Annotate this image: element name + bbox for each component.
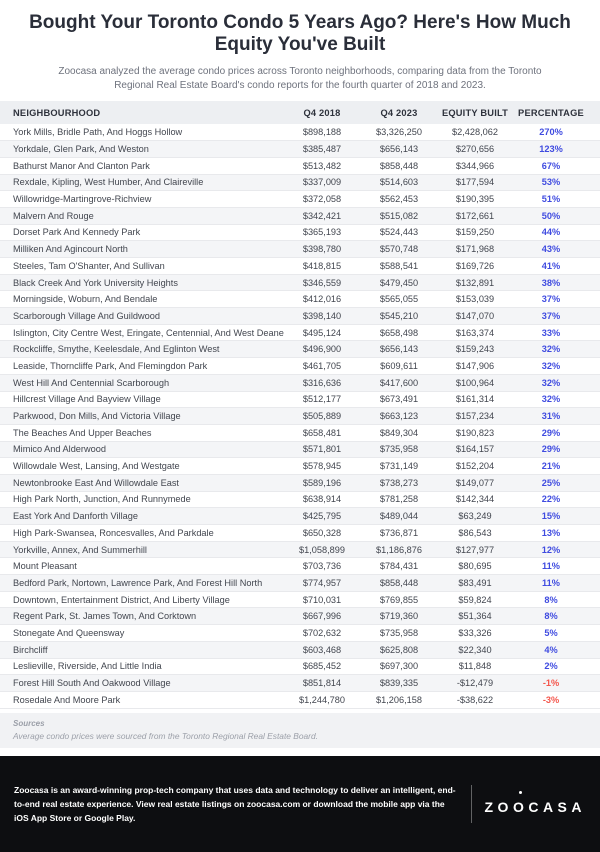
cell-q4-2023: $588,541: [379, 260, 419, 271]
cell-neighbourhood: Stonegate And Queensway: [13, 627, 125, 638]
cell-q4-2018: $372,058: [302, 194, 342, 205]
cell-percentage: 8%: [544, 594, 558, 605]
cell-q4-2018: $658,481: [302, 427, 342, 438]
cell-q4-2023: $658,498: [379, 327, 419, 338]
cell-neighbourhood: Willowridge-Martingrove-Richview: [13, 194, 152, 205]
cell-q4-2018: $418,815: [302, 260, 342, 271]
cell-neighbourhood: Forest Hill South And Oakwood Village: [13, 678, 171, 689]
table-row: [0, 291, 600, 308]
cell-neighbourhood: Steeles, Tam O'Shanter, And Sullivan: [13, 260, 165, 271]
cell-q4-2023: $769,855: [379, 594, 419, 605]
sources-label: Sources: [13, 718, 45, 728]
cell-neighbourhood: Rockcliffe, Smythe, Keelesdale, And Eglinton West: [13, 344, 220, 355]
cell-q4-2023: $656,143: [379, 344, 419, 355]
cell-q4-2018: $461,705: [302, 360, 342, 371]
cell-neighbourhood: Dorset Park And Kennedy Park: [13, 227, 141, 238]
cell-neighbourhood: West Hill And Centennial Scarborough: [13, 377, 170, 388]
cell-percentage: 29%: [541, 427, 561, 438]
cell-q4-2018: $365,193: [302, 227, 342, 238]
table-row: [0, 525, 600, 542]
cell-q4-2023: $562,453: [379, 194, 419, 205]
cell-q4-2023: $858,448: [379, 577, 419, 588]
cell-q4-2018: $496,900: [302, 344, 342, 355]
cell-q4-2023: $697,300: [379, 661, 419, 672]
table-row: [0, 541, 600, 558]
cell-q4-2018: $702,632: [302, 627, 342, 638]
cell-equity-built: $159,250: [455, 227, 495, 238]
cell-neighbourhood: York Mills, Bridle Path, And Hoggs Hollow: [13, 127, 183, 138]
cell-neighbourhood: Downtown, Entertainment District, And Liberty Village: [13, 594, 230, 605]
table-row: [0, 491, 600, 508]
cell-percentage: 51%: [541, 194, 561, 205]
cell-equity-built: $159,243: [455, 344, 495, 355]
cell-neighbourhood: Rexdale, Kipling, West Humber, And Claireville: [13, 177, 204, 188]
cell-q4-2023: $565,055: [379, 294, 419, 305]
cell-percentage: 4%: [544, 644, 558, 655]
cell-q4-2023: $781,258: [379, 494, 419, 505]
sources-section: [0, 713, 600, 748]
cell-neighbourhood: East York And Danforth Village: [13, 511, 138, 522]
cell-equity-built: $83,491: [458, 577, 492, 588]
cell-q4-2023: $545,210: [379, 310, 419, 321]
cell-q4-2023: $515,082: [379, 210, 419, 221]
cell-neighbourhood: The Beaches And Upper Beaches: [13, 427, 152, 438]
cell-neighbourhood: Milliken And Agincourt North: [13, 244, 128, 255]
cell-percentage: 44%: [541, 227, 561, 238]
cell-q4-2023: $731,149: [379, 461, 419, 472]
cell-percentage: 12%: [541, 544, 561, 555]
table-row: [0, 424, 600, 441]
cell-equity-built: $270,656: [455, 144, 495, 155]
cell-equity-built: $51,364: [458, 611, 492, 622]
cell-neighbourhood: Black Creek And York University Heights: [13, 277, 178, 288]
cell-neighbourhood: Regent Park, St. James Town, And Corktown: [13, 611, 197, 622]
cell-q4-2018: $571,801: [302, 444, 342, 455]
table-row: [0, 408, 600, 425]
cell-q4-2018: $851,814: [302, 678, 342, 689]
cell-q4-2018: $774,957: [302, 577, 342, 588]
cell-equity-built: -$38,622: [456, 694, 494, 705]
cell-equity-built: $172,661: [455, 210, 495, 221]
cell-percentage: 15%: [541, 511, 561, 522]
cell-q4-2023: $514,603: [379, 177, 419, 188]
cell-q4-2023: $719,360: [379, 611, 419, 622]
table-row: [0, 241, 600, 258]
cell-q4-2023: $784,431: [379, 561, 419, 572]
cell-q4-2018: $603,468: [302, 644, 342, 655]
column-header-q4-2023: Q4 2023: [364, 101, 434, 124]
table-row: [0, 258, 600, 275]
cell-equity-built: $149,077: [455, 477, 495, 488]
table-row: [0, 625, 600, 642]
cell-q4-2018: $685,452: [302, 661, 342, 672]
table-row: [0, 591, 600, 608]
cell-equity-built: $2,428,062: [452, 127, 498, 138]
cell-q4-2023: $738,273: [379, 477, 419, 488]
cell-q4-2023: $735,958: [379, 627, 419, 638]
cell-q4-2023: $625,808: [379, 644, 419, 655]
cell-q4-2018: $1,244,780: [299, 694, 345, 705]
footer-divider: [471, 785, 472, 823]
cell-neighbourhood: High Park North, Junction, And Runnymede: [13, 494, 191, 505]
column-header-q4-2018: Q4 2018: [280, 101, 364, 124]
cell-q4-2018: $898,188: [302, 127, 342, 138]
cell-equity-built: -$12,479: [456, 678, 494, 689]
cell-neighbourhood: Bedford Park, Nortown, Lawrence Park, And Forest Hill North: [13, 577, 263, 588]
cell-equity-built: $80,695: [458, 561, 492, 572]
cell-q4-2018: $316,636: [302, 377, 342, 388]
table-row: [0, 191, 600, 208]
cell-percentage: 37%: [541, 310, 561, 321]
cell-q4-2023: $849,304: [379, 427, 419, 438]
cell-q4-2018: $505,889: [302, 411, 342, 422]
cell-percentage: 32%: [541, 344, 561, 355]
cell-percentage: 270%: [539, 127, 563, 138]
cell-percentage: 53%: [541, 177, 561, 188]
logo-dot-icon: [519, 791, 522, 794]
cell-q4-2018: $346,559: [302, 277, 342, 288]
cell-equity-built: $33,326: [458, 627, 492, 638]
cell-neighbourhood: Yorkville, Annex, And Summerhill: [13, 544, 147, 555]
sources-note: Average condo prices were sourced from the Toronto Regional Real Estate Board.: [13, 730, 318, 741]
cell-q4-2018: $710,031: [302, 594, 342, 605]
cell-q4-2018: $398,780: [302, 244, 342, 255]
cell-q4-2023: $663,123: [379, 411, 419, 422]
cell-percentage: 37%: [541, 294, 561, 305]
cell-q4-2018: $425,795: [302, 511, 342, 522]
table-body: [0, 124, 600, 708]
cell-percentage: 29%: [541, 444, 561, 455]
footer-description: Zoocasa is an award-winning prop-tech company that uses data and technology to deliver an intelligent, end-to-end real estate experience. View real estate listings on zoocasa.com or download the mobile app via the iOS App Store or Google Play.: [14, 784, 456, 823]
cell-percentage: 123%: [539, 144, 563, 155]
cell-q4-2023: $3,326,250: [376, 127, 422, 138]
table-row: [0, 308, 600, 325]
cell-neighbourhood: Parkwood, Don Mills, And Victoria Village: [13, 411, 181, 422]
table-row: [0, 474, 600, 491]
cell-percentage: 41%: [541, 260, 561, 271]
column-header-equity-built: EQUITY BUILT: [434, 101, 516, 124]
cell-neighbourhood: Malvern And Rouge: [13, 210, 94, 221]
cell-q4-2023: $839,335: [379, 678, 419, 689]
cell-q4-2023: $479,450: [379, 277, 419, 288]
cell-equity-built: $153,039: [455, 294, 495, 305]
table-row: [0, 558, 600, 575]
cell-equity-built: $142,344: [455, 494, 495, 505]
cell-percentage: 38%: [541, 277, 561, 288]
cell-equity-built: $11,848: [458, 661, 492, 672]
logo-wordmark: ZOOCASA: [484, 798, 586, 815]
cell-q4-2018: $337,009: [302, 177, 342, 188]
cell-equity-built: $161,314: [455, 394, 495, 405]
cell-percentage: 32%: [541, 377, 561, 388]
cell-neighbourhood: High Park-Swansea, Roncesvalles, And Parkdale: [13, 527, 214, 538]
table-row: [0, 441, 600, 458]
equity-table: [0, 101, 600, 709]
cell-q4-2023: $735,958: [379, 444, 419, 455]
table-row: [0, 575, 600, 592]
cell-percentage: 8%: [544, 611, 558, 622]
table-row: [0, 341, 600, 358]
cell-percentage: 22%: [541, 494, 561, 505]
table-row: [0, 224, 600, 241]
cell-equity-built: $163,374: [455, 327, 495, 338]
cell-percentage: 21%: [541, 461, 561, 472]
table-row: [0, 157, 600, 174]
cell-equity-built: $169,726: [455, 260, 495, 271]
cell-q4-2018: $385,487: [302, 144, 342, 155]
cell-equity-built: $190,395: [455, 194, 495, 205]
cell-percentage: -1%: [542, 678, 560, 689]
cell-percentage: 5%: [544, 627, 558, 638]
cell-percentage: 11%: [542, 577, 560, 588]
cell-neighbourhood: Islington, City Centre West, Eringate, Centennial, And West Deane: [13, 327, 284, 338]
cell-q4-2018: $589,196: [302, 477, 342, 488]
table-row: [0, 508, 600, 525]
cell-q4-2023: $1,206,158: [376, 694, 422, 705]
table-row: [0, 608, 600, 625]
cell-percentage: 32%: [541, 360, 561, 371]
cell-neighbourhood: Rosedale And Moore Park: [13, 694, 121, 705]
cell-equity-built: $152,204: [455, 461, 495, 472]
cell-q4-2023: $673,491: [379, 394, 419, 405]
cell-equity-built: $100,964: [455, 377, 495, 388]
cell-q4-2018: $638,914: [302, 494, 342, 505]
cell-q4-2023: $524,443: [379, 227, 419, 238]
cell-percentage: 33%: [541, 327, 561, 338]
cell-q4-2018: $703,736: [302, 561, 342, 572]
table-row: [0, 207, 600, 224]
cell-neighbourhood: Morningside, Woburn, And Bendale: [13, 294, 158, 305]
table-row: [0, 691, 600, 708]
cell-q4-2018: $650,328: [302, 527, 342, 538]
cell-neighbourhood: Mimico And Alderwood: [13, 444, 106, 455]
cell-q4-2018: $342,421: [302, 210, 342, 221]
cell-neighbourhood: Leslieville, Riverside, And Little India: [13, 661, 162, 672]
cell-percentage: 11%: [542, 561, 560, 572]
cell-q4-2023: $736,871: [379, 527, 419, 538]
cell-neighbourhood: Yorkdale, Glen Park, And Weston: [13, 144, 149, 155]
cell-q4-2018: $1,058,899: [299, 544, 345, 555]
cell-percentage: 25%: [541, 477, 561, 488]
table-row: [0, 274, 600, 291]
cell-equity-built: $86,543: [458, 527, 492, 538]
cell-q4-2023: $656,143: [379, 144, 419, 155]
cell-q4-2018: $667,996: [302, 611, 342, 622]
cell-equity-built: $59,824: [458, 594, 492, 605]
cell-equity-built: $190,823: [455, 427, 495, 438]
cell-neighbourhood: Leaside, Thorncliffe Park, And Flemingdon Park: [13, 360, 208, 371]
cell-percentage: 43%: [541, 244, 561, 255]
cell-equity-built: $177,594: [455, 177, 495, 188]
cell-q4-2023: $417,600: [379, 377, 419, 388]
cell-percentage: 13%: [541, 527, 561, 538]
cell-q4-2018: $578,945: [302, 461, 342, 472]
table-row: [0, 675, 600, 692]
cell-q4-2018: $513,482: [302, 160, 342, 171]
table-row: [0, 358, 600, 375]
table-row: [0, 141, 600, 158]
cell-percentage: 2%: [544, 661, 558, 672]
table-row: [0, 174, 600, 191]
cell-equity-built: $22,340: [458, 644, 492, 655]
cell-neighbourhood: Willowdale West, Lansing, And Westgate: [13, 461, 180, 472]
header-section: [0, 0, 600, 92]
cell-percentage: -3%: [542, 694, 560, 705]
table-row: [0, 641, 600, 658]
cell-percentage: 31%: [541, 411, 561, 422]
page-title: Bought Your Toronto Condo 5 Years Ago? Here's How Much Equity You've Built: [29, 12, 571, 55]
cell-equity-built: $147,906: [455, 360, 495, 371]
cell-equity-built: $164,157: [455, 444, 495, 455]
cell-neighbourhood: Hillcrest Village And Bayview Village: [13, 394, 161, 405]
cell-q4-2023: $609,611: [380, 360, 418, 371]
cell-percentage: 32%: [541, 394, 561, 405]
cell-neighbourhood: Scarborough Village And Guildwood: [13, 310, 160, 321]
footer-bar: [0, 756, 600, 852]
cell-q4-2023: $858,448: [379, 160, 419, 171]
page-subtitle: Zoocasa analyzed the average condo prices across Toronto neighborhoods, comparing data from the Toronto Regional Real Estate Board's condo reports for the fourth quarter of 2018 and 2023.: [58, 66, 542, 91]
table-row: [0, 391, 600, 408]
table-header-row: [0, 101, 600, 124]
cell-percentage: 50%: [541, 210, 561, 221]
cell-neighbourhood: Newtonbrooke East And Willowdale East: [13, 477, 179, 488]
cell-q4-2023: $570,748: [379, 244, 419, 255]
cell-q4-2018: $512,177: [302, 394, 342, 405]
table-row: [0, 374, 600, 391]
cell-neighbourhood: Mount Pleasant: [13, 561, 77, 572]
cell-neighbourhood: Bathurst Manor And Clanton Park: [13, 160, 150, 171]
table-row: [0, 124, 600, 141]
table-row: [0, 324, 600, 341]
cell-equity-built: $132,891: [455, 277, 495, 288]
cell-q4-2023: $489,044: [379, 511, 419, 522]
cell-equity-built: $171,968: [455, 244, 495, 255]
column-header-percentage: PERCENTAGE: [516, 101, 600, 124]
cell-q4-2023: $1,186,876: [376, 544, 422, 555]
cell-equity-built: $147,070: [455, 310, 495, 321]
cell-q4-2018: $495,124: [302, 327, 342, 338]
cell-equity-built: $344,966: [455, 160, 495, 171]
table-row: [0, 658, 600, 675]
cell-q4-2018: $412,016: [302, 294, 342, 305]
cell-equity-built: $157,234: [455, 411, 495, 422]
table-header: [0, 101, 600, 124]
cell-equity-built: $127,977: [455, 544, 495, 555]
column-header-neighbourhood: NEIGHBOURHOOD: [0, 101, 280, 124]
cell-percentage: 67%: [541, 160, 561, 171]
zoocasa-logo: [485, 793, 587, 815]
cell-neighbourhood: Birchcliff: [13, 644, 48, 655]
cell-equity-built: $63,249: [458, 511, 492, 522]
cell-q4-2018: $398,140: [302, 310, 342, 321]
table-row: [0, 458, 600, 475]
